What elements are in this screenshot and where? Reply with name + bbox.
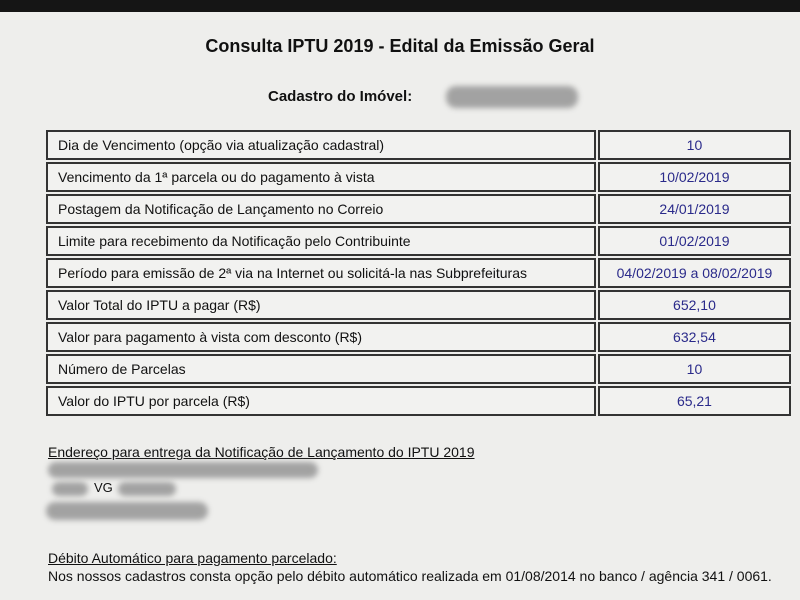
row-label: Postagem da Notificação de Lançamento no Correio [46,194,596,224]
row-label: Período para emissão de 2ª via na Internet ou solicitá-la nas Subprefeituras [46,258,596,288]
iptu-info-table [44,128,793,418]
redacted-address-line-1 [48,462,318,478]
table-row [46,130,791,160]
table-row [46,290,791,320]
row-value: 04/02/2019 a 08/02/2019 [598,258,791,288]
page-title: Consulta IPTU 2019 - Edital da Emissão Geral [205,36,595,56]
redacted-cadastro-number [446,86,578,108]
row-value: 632,54 [598,322,791,352]
table-row [46,322,791,352]
row-value: 10 [598,130,791,160]
row-label: Vencimento da 1ª parcela ou do pagamento à vista [46,162,596,192]
table-row [46,226,791,256]
debito-text: Nos nossos cadastros consta opção pelo débito automático realizada em 01/08/2014 no banco / agência 341 / 0061. [48,568,772,584]
table-row [46,386,791,416]
row-value: 652,10 [598,290,791,320]
row-label: Valor Total do IPTU a pagar (R$) [46,290,596,320]
row-label: Valor do IPTU por parcela (R$) [46,386,596,416]
top-bar [0,0,800,12]
row-value: 10/02/2019 [598,162,791,192]
address-fragment: VG [94,480,113,495]
redacted-address-line-2a [52,482,88,496]
table-row [46,258,791,288]
endereco-title: Endereço para entrega da Notificação de Lançamento do IPTU 2019 [48,444,475,460]
redacted-address-line-2b [118,482,176,496]
row-value: 01/02/2019 [598,226,791,256]
row-label: Valor para pagamento à vista com desconto (R$) [46,322,596,352]
cadastro-label: Cadastro do Imóvel: [268,88,413,105]
row-label: Número de Parcelas [46,354,596,384]
table-row [46,194,791,224]
row-label: Limite para recebimento da Notificação pelo Contribuinte [46,226,596,256]
row-value: 10 [598,354,791,384]
row-value: 65,21 [598,386,791,416]
row-value: 24/01/2019 [598,194,791,224]
table-row [46,162,791,192]
iptu-page [0,12,800,600]
redacted-address-line-3 [46,502,208,520]
row-label: Dia de Vencimento (opção via atualização cadastral) [46,130,596,160]
table-row [46,354,791,384]
debito-title: Débito Automático para pagamento parcelado: [48,550,337,566]
